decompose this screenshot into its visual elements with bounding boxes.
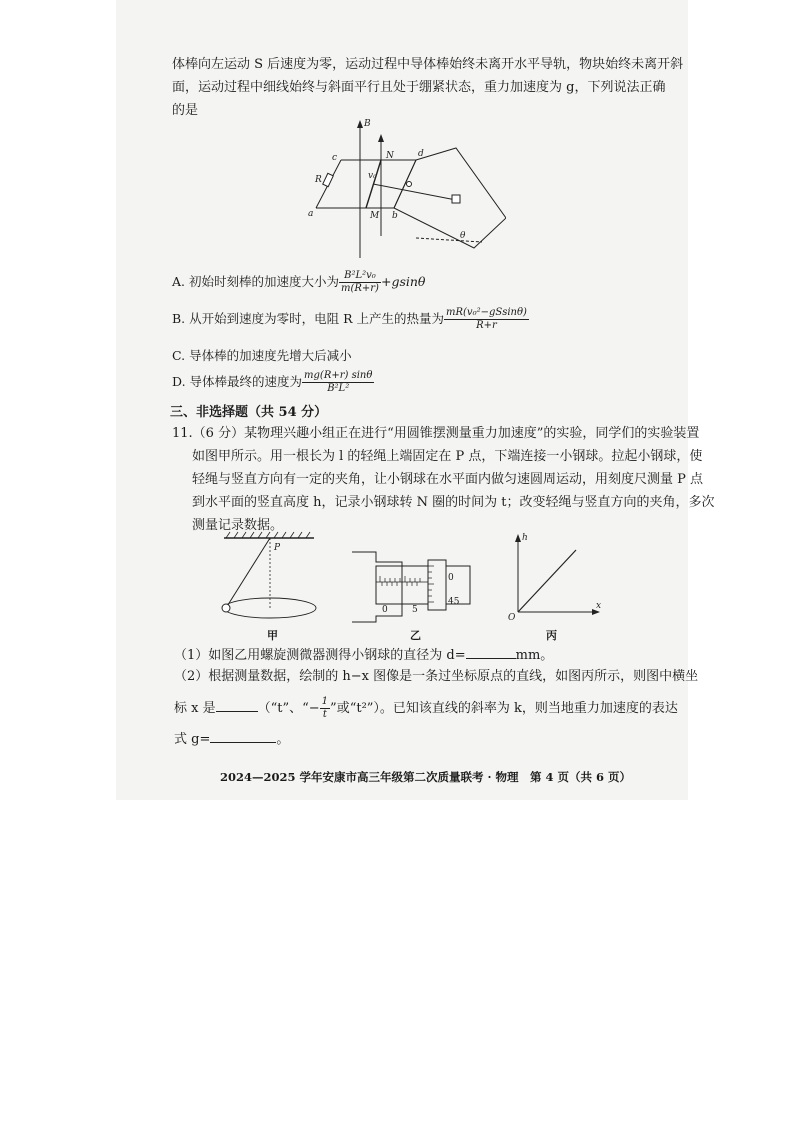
label-P: P <box>274 543 281 553</box>
conical-pendulum-figure <box>214 530 324 626</box>
sub2-opts-a: （“t”、“− <box>257 701 320 716</box>
option-a <box>172 270 425 295</box>
caption-bing: 丙 <box>546 629 557 642</box>
answer-blank-g[interactable] <box>210 730 276 743</box>
option-d-den: B²L² <box>327 383 350 394</box>
intro-line-1: 体棒向左运动 S 后速度为零，运动过程中导体棒始终未离开水平导轨，物块始终未离开斜 <box>172 57 684 72</box>
sub2-fraction <box>320 696 330 721</box>
sub1-suffix: mm。 <box>515 648 554 663</box>
option-a-fraction <box>339 270 381 295</box>
sub2-line3-suffix: 。 <box>276 732 290 747</box>
label-c: c <box>332 153 338 163</box>
caption-yi: 乙 <box>410 629 421 642</box>
origin-label: O <box>508 613 516 622</box>
option-d <box>172 370 374 395</box>
option-d-fraction <box>302 370 374 395</box>
sub2-line3-prefix: 式 g= <box>174 732 211 747</box>
option-b <box>172 307 529 332</box>
intro-line-2: 面，运动过程中细线始终与斜面平行且处于绷紧状态，重力加速度为 g，下列说法正确 <box>172 80 666 95</box>
q11-line-4: 到水平面的竖直高度 h，记录小钢球转 N 圈的时间为 t；改变轻绳与竖直方向的夹角，多次 <box>192 495 715 510</box>
answer-blank-d[interactable] <box>466 646 516 659</box>
sub-question-2-line-3 <box>174 730 289 749</box>
option-a-den: m(R+r) <box>340 283 379 294</box>
micrometer-figure <box>352 546 472 626</box>
label-b: b <box>392 211 398 221</box>
axis-x-label: x <box>596 601 602 611</box>
sub-question-2-line-1: （2）根据测量数据，绘制的 h−x 图像是一条过坐标原点的直线，如图丙所示，则图中横坐 <box>174 669 699 684</box>
sub-question-1 <box>174 646 553 665</box>
option-b-fraction <box>444 307 529 332</box>
option-b-prefix: B. 从开始到速度为零时，电阻 R 上产生的热量为 <box>172 311 444 326</box>
axis-h-label: h <box>522 533 528 543</box>
option-b-den: R+r <box>476 320 497 331</box>
scale-label-0: 0 <box>382 605 388 615</box>
option-c: C. 导体棒的加速度先增大后减小 <box>172 348 352 363</box>
option-b-num: mR(v₀²−gSsinθ) <box>446 307 527 318</box>
label-M: M <box>370 211 380 221</box>
answer-blank-x[interactable] <box>216 699 258 712</box>
label-d: d <box>418 149 424 159</box>
rail-incline-diagram <box>306 118 506 268</box>
label-B: B <box>364 119 371 129</box>
label-R: R <box>315 175 322 185</box>
option-a-prefix: A. 初始时刻棒的加速度大小为 <box>172 274 339 289</box>
thimble-label-45: 45 <box>448 597 460 607</box>
page-footer: 2024—2025 学年安康市高三年级第二次质量联考 · 物理 第 4 页（共 6 页） <box>220 770 632 784</box>
section-3-title: 三、非选择题（共 54 分） <box>170 405 328 420</box>
caption-jia: 甲 <box>267 629 278 642</box>
q11-line-5: 测量记录数据。 <box>192 518 284 533</box>
sub-question-2-line-2 <box>174 696 678 721</box>
label-a: a <box>308 209 314 219</box>
exam-page <box>116 0 715 800</box>
option-a-num: B²L²v₀ <box>339 270 381 283</box>
label-v0: v₀ <box>368 171 377 181</box>
sub2-prefix: 标 x 是 <box>174 701 216 716</box>
q11-line-3: 轻绳与竖直方向有一定的夹角，让小钢球在水平面内做匀速圆周运动，用刻度尺测量 P 点 <box>192 472 704 487</box>
sub2-opts-b: ”或“t²”）。已知该直线的斜率为 k，则当地重力加速度的表达 <box>330 701 678 716</box>
option-a-suffix: +gsinθ <box>380 274 426 289</box>
option-d-prefix: D. 导体棒最终的速度为 <box>172 374 303 389</box>
h-x-graph <box>504 532 604 622</box>
q11-line-1: 11.（6 分）某物理兴趣小组正在进行“用圆锥摆测量重力加速度”的实验，同学们的实验装置 <box>172 426 700 441</box>
sub1-prefix: （1）如图乙用螺旋测微器测得小钢球的直径为 d= <box>174 648 466 663</box>
label-N: N <box>386 151 394 161</box>
sub2-frac-den: t <box>322 709 327 720</box>
label-theta: θ <box>460 231 466 241</box>
scale-label-5: 5 <box>412 605 418 615</box>
intro-line-3: 的是 <box>172 103 199 118</box>
q11-line-2: 如图甲所示。用一根长为 l 的轻绳上端固定在 P 点，下端连接一小钢球。拉起小钢球，使 <box>192 449 703 464</box>
option-d-num: mg(R+r) sinθ <box>304 370 373 381</box>
thimble-label-0: 0 <box>448 573 454 583</box>
sub2-frac-num: 1 <box>321 696 329 707</box>
